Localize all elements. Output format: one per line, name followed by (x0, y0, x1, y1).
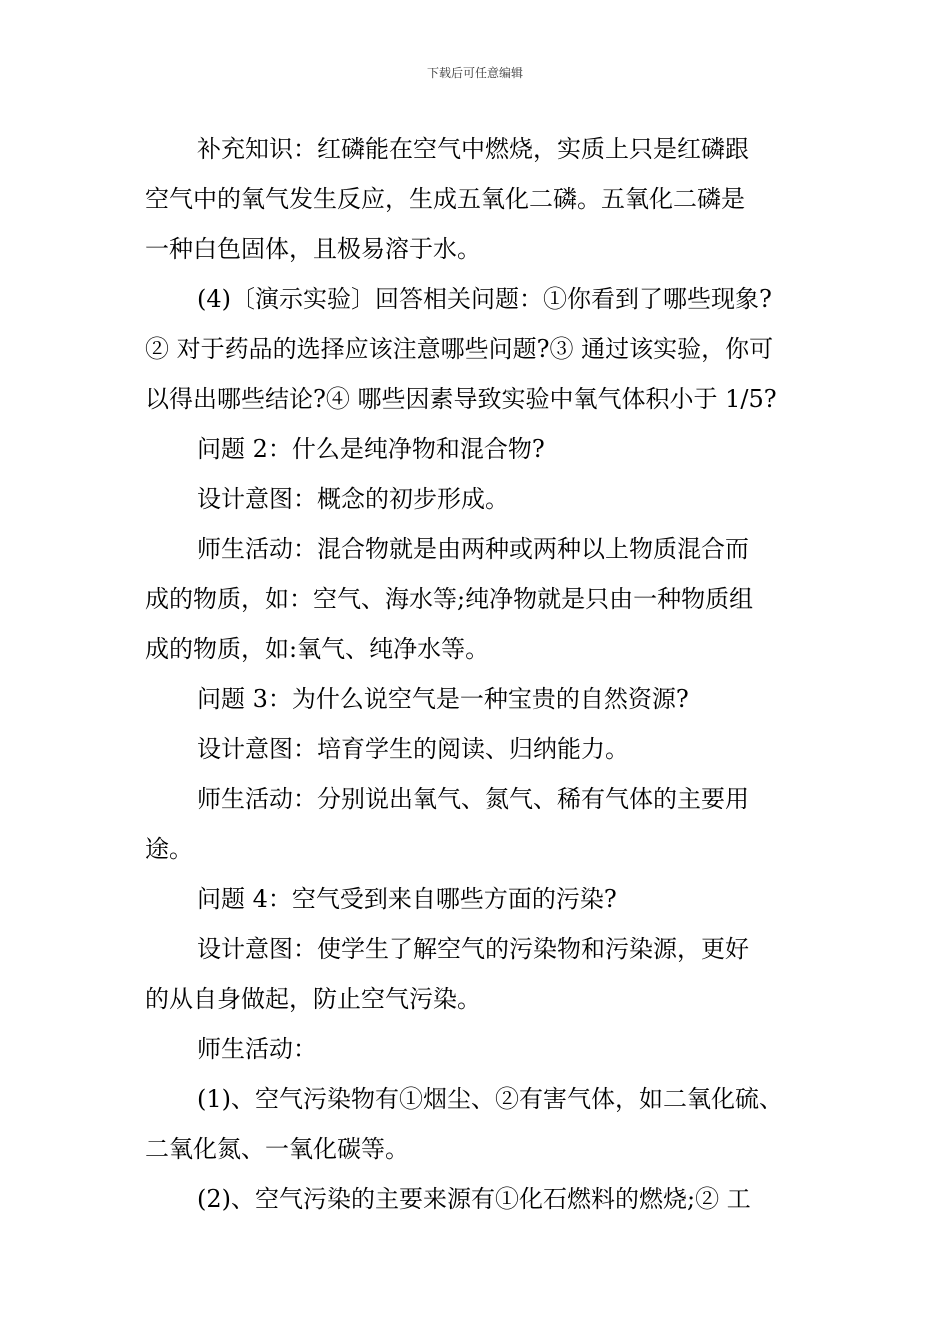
document-body (145, 124, 813, 1224)
text-line: 成的物质，如：空气、海水等;纯净物就是只由一种物质组 (145, 585, 754, 613)
page-header: 下载后可任意编辑 (426, 66, 523, 80)
text-line: 空气中的氧气发生反应，生成五氧化二磷。五氧化二磷是 (145, 185, 745, 213)
text-line: 问题 3：为什么说空气是一种宝贵的自然资源? (197, 685, 689, 713)
text-line: 以得出哪些结论?④ 哪些因素导致实验中氧气体积小于 1/5? (145, 385, 777, 413)
text-line: 一种白色固体，且极易溶于水。 (145, 235, 481, 263)
text-line: 成的物质，如:氧气、纯净水等。 (145, 635, 490, 663)
text-line: ② 对于药品的选择应该注意哪些问题?③ 通过该实验，你可 (145, 335, 774, 363)
text-line: 师生活动： (197, 1035, 317, 1063)
text-line: 的从自身做起，防止空气污染。 (145, 985, 481, 1013)
text-line: 设计意图：使学生了解空气的污染物和污染源，更好 (197, 935, 749, 963)
text-line: 师生活动：分别说出氧气、氮气、稀有气体的主要用 (197, 785, 749, 813)
text-line: 师生活动：混合物就是由两种或两种以上物质混合而 (197, 535, 749, 563)
text-line: 问题 4：空气受到来自哪些方面的污染? (197, 885, 617, 913)
text-line: 设计意图：培育学生的阅读、归纳能力。 (197, 735, 629, 763)
text-line: 问题 2：什么是纯净物和混合物? (197, 435, 545, 463)
text-line: (4)〔演示实验〕回答相关问题：①你看到了哪些现象? (197, 285, 772, 313)
text-line: 二氧化氮、一氧化碳等。 (145, 1135, 409, 1163)
text-line: 途。 (145, 835, 193, 863)
text-line: (1)、空气污染物有①烟尘、②有害气体，如二氧化硫、 (197, 1085, 783, 1113)
text-line: 补充知识：红磷能在空气中燃烧，实质上只是红磷跟 (197, 135, 749, 163)
text-line: 设计意图：概念的初步形成。 (197, 485, 509, 513)
text-line: (2)、空气污染的主要来源有①化石燃料的燃烧;② 工 (197, 1185, 751, 1213)
